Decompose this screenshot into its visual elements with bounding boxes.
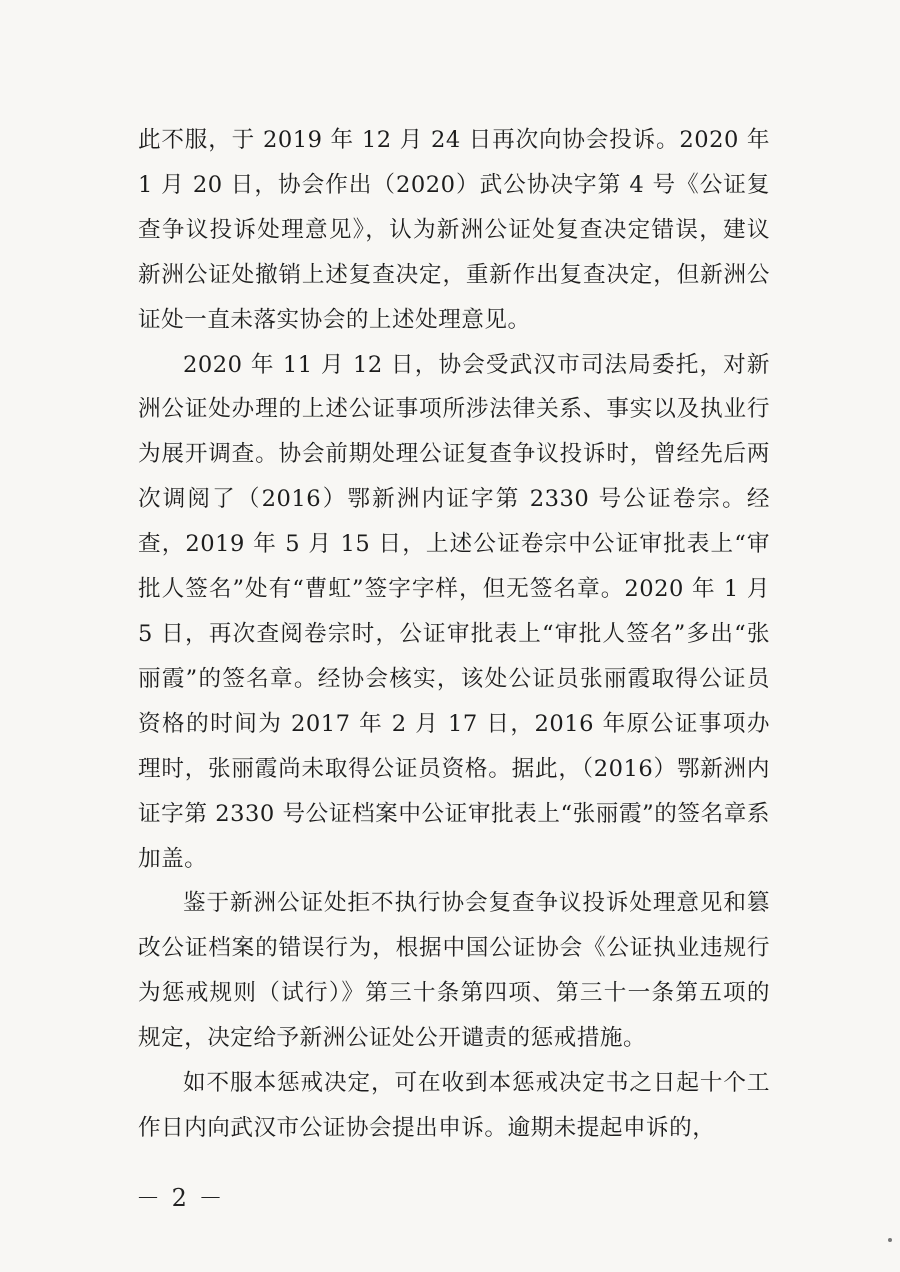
paragraph-investigation: 2020 年 11 月 12 日，协会受武汉市司法局委托，对新洲公证处办理的上述公证事项所涉法律关系、事实以及执业行为展开调查。协会前期处理公证复查争议投诉时，曾经先后两次调阅了（2016）鄂新洲内证字第 2330 号公证卷宗。经查，2019 年 5 月 15 日，上述公证卷宗中公证审批表上“审批人签名”处有“曹虹”签字字样，但无签名章。2020 年 1 月 5 日，再次查阅卷宗时，公证审批表上“审批人签名”多出“张丽霞”的签名章。经协会核实，该处公证员张丽霞取得公证员资格的时间为 2017 年 2 月 17 日，2016 年原公证事项办理时，张丽霞尚未取得公证员资格。据此，（2016）鄂新洲内证字第 2330 号公证档案中公证审批表上“张丽霞”的签名章系加盖。 xyxy=(138,351,770,872)
scan-mark xyxy=(888,1238,892,1242)
document-body xyxy=(138,118,770,1151)
paragraph-decision: 鉴于新洲公证处拒不执行协会复查争议投诉处理意见和篡改公证档案的错误行为，根据中国公证协会《公证执业违规行为惩戒规则（试行）》第三十条第四项、第三十一条第五项的规定，决定给予新洲公证处公开谴责的惩戒措施。 xyxy=(138,890,770,1052)
paragraph-appeal: 如不服本惩戒决定，可在收到本惩戒决定书之日起十个工作日内向武汉市公证协会提出申诉。逾期未提起申诉的， xyxy=(138,1070,770,1141)
paragraph-continuation: 此不服，于 2019 年 12 月 24 日再次向协会投诉。2020 年 1 月 20 日，协会作出（2020）武公协决字第 4 号《公证复查争议投诉处理意见》，认为新洲公证处复查决定错误，建议新洲公证处撤销上述复查决定，重新作出复查决定，但新洲公证处一直未落实协会的上述处理意见。 xyxy=(138,127,770,333)
page-number: － 2 － xyxy=(136,1184,225,1212)
